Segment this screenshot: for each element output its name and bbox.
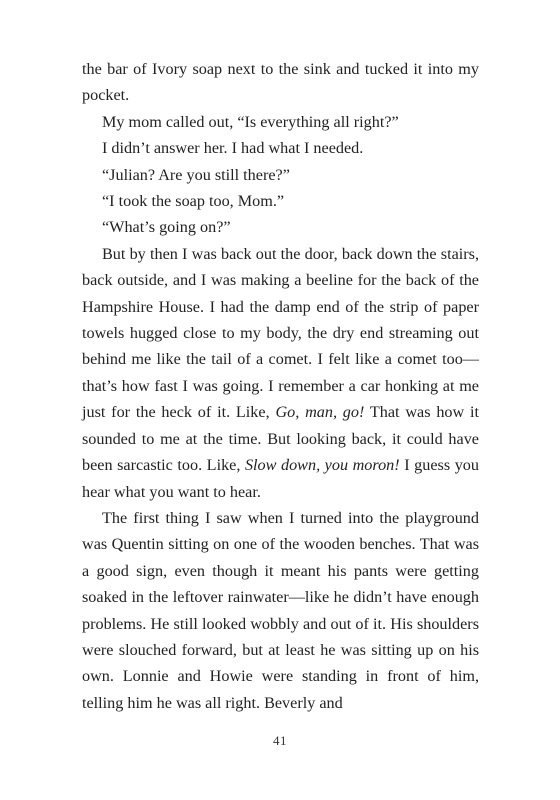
paragraph-8: The first thing I saw when I turned into the playground was Quentin sitting on one of the wooden benches. That was a good sign, even though it meant his pants were getting soaked in the leftover rainwater—like he didn’t have enough problems. He still looked wobbly and out of it. His shoulders were slouched forward, but at least he was sitting up on his own. Lonnie and Howie were standing in front of him, telling him he was all right. Beverly and	[82, 508, 479, 712]
paragraph-5: “I took the soap too, Mom.”	[102, 192, 285, 211]
paragraph-7: But by then I was back out the door, back down the stairs, back outside, and I was making a beeline for the back of the Hampshire House. I had the damp end of the strip of paper towels hugged close to my body, the dry end streaming out behind me like the tail of a comet. I felt like a comet too—that’s how fast I was going. I remember a car honking at me just for the heck of it. Like, Go, man, go! That was how it sounded to me at the time. But looking back, it could have been sarcastic too. Like, Slow down, you moron! I guess you hear what you want to hear.	[82, 244, 479, 501]
paragraph-6: “What’s going on?”	[102, 218, 231, 237]
paragraph-3: I didn’t answer her. I had what I needed.	[102, 139, 364, 158]
paragraph-2: My mom called out, “Is everything all right?”	[102, 112, 399, 131]
paragraph-4: “Julian? Are you still there?”	[102, 165, 290, 184]
page-number: 41	[273, 733, 287, 748]
page-body	[82, 56, 479, 716]
paragraph-1: the bar of Ivory soap next to the sink and tucked it into my pocket.	[82, 60, 479, 105]
